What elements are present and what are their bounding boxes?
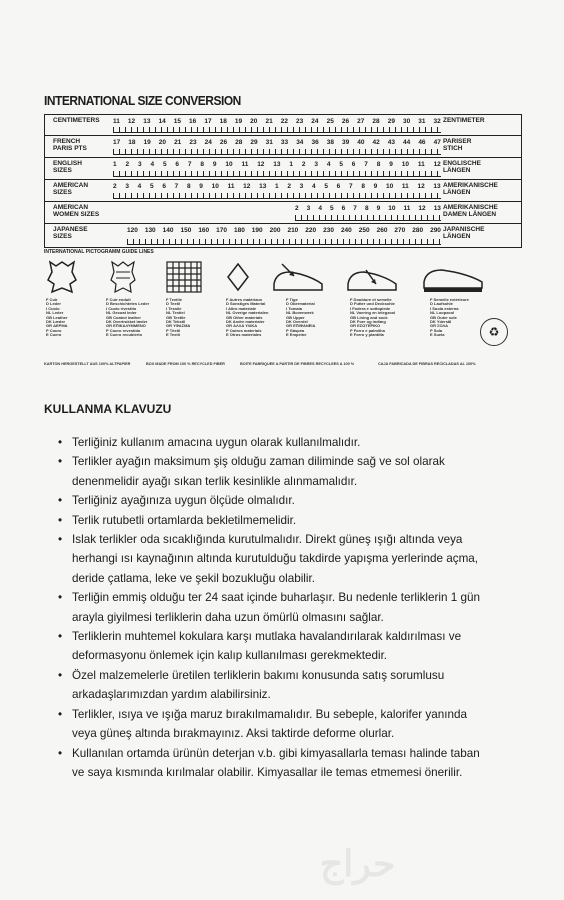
size-conversion-title: INTERNATIONAL SIZE CONVERSION <box>44 93 241 108</box>
shoe-upper-icon <box>270 258 326 296</box>
size-value: 7 <box>353 205 357 212</box>
size-row <box>45 158 521 180</box>
size-value: 28 <box>235 139 243 146</box>
size-value: 43 <box>387 139 396 146</box>
size-value: 290 <box>430 227 441 234</box>
size-value: 4 <box>150 161 155 168</box>
size-row <box>45 202 521 224</box>
size-value: 140 <box>162 227 174 234</box>
size-value: 2 <box>113 183 117 190</box>
size-value: 6 <box>341 205 346 212</box>
size-value: 2 <box>287 183 291 190</box>
row-label: AMERICAN WOMEN SIZES <box>53 204 100 218</box>
size-value: 1 <box>275 183 279 190</box>
size-value: 36 <box>311 139 319 146</box>
legend-upper: F Cuir D Leder I Cuoio NL Leder GB Leather DK Læder GR ΔΕΡΜΑ P Couro E Cuero <box>46 297 68 338</box>
row-values <box>295 205 441 212</box>
list-item: • Terliğin emmiş olduğu ter 24 saat içinde buharlaşır. Bu nedenle terliklerin 1 gün arayla giyilmesi terliklerin daha uzun ömürlü olmasını sağlar. <box>58 591 480 624</box>
size-value: 46 <box>418 139 426 146</box>
row-label-de: ZENTIMETER <box>443 117 485 124</box>
list-item: • Terlikler, ısıya ve ışığa maruz bırakılmamalıdır. Bu sebeple, kalorifer yanında veya güneş altında bırakmayınız. Aksi taktirde deforme olurlar. <box>58 707 467 741</box>
list-item: • Özel malzemelerle üretilen terliklerin bakımı konusunda satış sorumlusu arkadaşlarımızdan yardım alabilirsiniz. <box>58 668 445 702</box>
size-value: 20 <box>250 118 258 125</box>
size-value: 9 <box>212 161 217 168</box>
size-value: 240 <box>340 227 352 234</box>
size-value: 4 <box>137 183 142 190</box>
size-value: 12 <box>243 183 251 190</box>
row-label-de: JAPANISCHE LÄNGEN <box>443 226 485 240</box>
tick-scale <box>295 215 441 221</box>
legend-other: F Autres matériaux D Sonstiges Material I Altro materiale NL Overige materialen GB Other materials DK Andre materialer GR ΑΛΛΑ ΥΛΙΚΑ P Outros materiais E Otros materiales <box>226 297 269 338</box>
size-value: 19 <box>234 118 243 125</box>
size-value: 30 <box>402 118 411 125</box>
size-value: 5 <box>162 161 167 168</box>
size-value: 130 <box>144 227 156 234</box>
usage-guide-heading: KULLANMA KLAVUZU <box>44 402 172 416</box>
fine-print: BOX MADE FROM 100 % RECYCLED FIBER <box>146 362 225 366</box>
size-value: 6 <box>162 183 166 190</box>
row-label: ENGLISH SIZES <box>53 160 82 174</box>
size-value: 12 <box>418 205 426 212</box>
row-label: AMERICAN SIZES <box>53 182 89 196</box>
row-label-de: AMERIKANISCHE LÄNGEN <box>443 182 498 196</box>
size-value: 3 <box>306 205 311 212</box>
row-label: CENTIMETERS <box>53 117 100 124</box>
size-value: 20 <box>158 139 167 146</box>
size-value: 6 <box>336 183 341 190</box>
list-item: • Terliğiniz ayağınıza uygun ölçüde olmalıdır. <box>58 494 295 508</box>
size-value: 26 <box>341 118 350 125</box>
size-value: 21 <box>265 118 273 125</box>
size-value: 7 <box>364 161 368 168</box>
shoe-lining-icon <box>344 258 400 296</box>
size-value: 4 <box>312 183 316 190</box>
size-value: 29 <box>250 139 258 146</box>
size-value: 12 <box>257 161 265 168</box>
size-value: 11 <box>227 183 235 190</box>
tick-scale <box>127 239 441 245</box>
tick-scale <box>113 127 441 133</box>
row-label-de: ENGLISCHE LÄNGEN <box>443 160 481 174</box>
legend-upper-part: F Tige D Obermaterial I Tomaia NL Bovenwerk GB Upper DK Overdel GR ΕΠΙΦΑΝΕΙΑ P Gáspea E Empeine <box>286 297 316 338</box>
size-value: 7 <box>187 161 192 168</box>
size-value: 260 <box>376 227 388 234</box>
size-value: 2 <box>295 205 299 212</box>
size-value: 13 <box>433 205 441 212</box>
size-value: 19 <box>143 139 151 146</box>
recycle-icon: ♻ <box>480 318 508 346</box>
size-value: 10 <box>385 183 394 190</box>
size-value: 4 <box>318 205 322 212</box>
fine-print: CAJA FABRICADA DE FIBRAS RECICLADAS AL 100% <box>378 362 476 366</box>
size-value: 9 <box>389 161 393 168</box>
size-value: 14 <box>158 118 166 125</box>
size-value: 9 <box>199 183 203 190</box>
size-value: 10 <box>388 205 396 212</box>
size-value: 12 <box>433 161 441 168</box>
size-value: 160 <box>198 227 210 234</box>
row-label-de: PARISER STICH <box>443 138 472 152</box>
size-value: 220 <box>305 227 317 234</box>
size-value: 31 <box>418 118 426 125</box>
size-value: 32 <box>433 118 441 125</box>
size-value: 40 <box>357 139 365 146</box>
size-value: 21 <box>174 139 182 146</box>
size-value: 11 <box>401 183 409 190</box>
size-value: 24 <box>311 118 319 125</box>
size-value: 11 <box>403 205 411 212</box>
row-label: JAPANESE SIZES <box>53 226 88 240</box>
size-value: 6 <box>351 161 356 168</box>
size-value: 280 <box>412 227 424 234</box>
size-value: 3 <box>299 183 304 190</box>
size-value: 11 <box>241 161 249 168</box>
fine-print: BOITE FABRIQUEE A PARTIR DE FIBRES RECYCLEES A 100 % <box>240 362 355 366</box>
size-value: 5 <box>324 183 328 190</box>
size-value: 150 <box>180 227 192 234</box>
row-label: FRENCH PARIS PTS <box>53 138 87 152</box>
size-value: 2 <box>125 161 130 168</box>
tick-scale <box>113 171 441 177</box>
row-values <box>127 227 441 234</box>
size-value: 42 <box>372 139 380 146</box>
size-value: 12 <box>127 118 136 125</box>
size-value: 34 <box>296 139 304 146</box>
size-row <box>45 136 521 158</box>
size-value: 120 <box>127 227 138 234</box>
size-value: 28 <box>372 118 380 125</box>
size-row <box>45 180 521 202</box>
usage-guide-list <box>58 433 488 782</box>
size-value: 23 <box>189 139 197 146</box>
size-value: 2 <box>301 161 306 168</box>
legend-outsole: F Semelle extérieure D Laufsohle I Suola esterna NL Loopzool GB Outer sole DK Ydersål GR ΣΟΛΑ P Sola E Suela <box>430 297 469 338</box>
size-value: 23 <box>296 118 304 125</box>
legend-coated: F Cuir enduit D Beschichtetes Leder I Cuoio rivestito NL Gecoat leder GB Coated leather DK Overtrukket læder GR ΕΠΙΚΑΛΥΜΜΕΝΟ P Couro revestido E Cuero recubierto <box>106 297 150 338</box>
size-value: 18 <box>128 139 136 146</box>
size-value: 180 <box>233 227 245 234</box>
size-value: 44 <box>403 139 411 146</box>
size-value: 6 <box>175 161 180 168</box>
size-value: 8 <box>364 205 369 212</box>
size-value: 200 <box>269 227 281 234</box>
size-value: 11 <box>113 118 120 125</box>
size-value: 33 <box>280 139 289 146</box>
size-value: 26 <box>219 139 228 146</box>
size-value: 11 <box>417 161 425 168</box>
size-row <box>45 115 521 136</box>
size-value: 8 <box>361 183 365 190</box>
pictogram-title: INTERNATIONAL PICTOGRAMM GUIDE LINES <box>44 249 154 255</box>
shoe-outsole-icon <box>420 258 486 296</box>
size-value: 9 <box>373 183 378 190</box>
size-value: 210 <box>287 227 299 234</box>
size-value: 29 <box>387 118 395 125</box>
leather-hide-icon <box>44 258 80 296</box>
size-conversion-table <box>44 114 522 248</box>
size-value: 17 <box>113 139 121 146</box>
row-label-de: AMERIKANISCHE DAMEN LÄNGEN <box>443 204 498 218</box>
size-value: 15 <box>173 118 181 125</box>
tick-scale <box>113 193 441 199</box>
size-value: 24 <box>204 139 212 146</box>
size-value: 38 <box>326 139 334 146</box>
size-value: 10 <box>225 161 233 168</box>
size-value: 1 <box>289 161 293 168</box>
list-item: • Terlik rutubetli ortamlarda bekletilmemelidir. <box>58 513 297 527</box>
size-value: 3 <box>314 161 318 168</box>
list-item: • Terliğiniz kullanım amacına uygun olarak kullanılmalıdır. <box>58 436 361 449</box>
size-value: 3 <box>137 161 142 168</box>
row-values <box>113 139 441 146</box>
size-value: 1 <box>113 161 117 168</box>
size-value: 31 <box>265 139 273 146</box>
size-value: 10 <box>211 183 219 190</box>
size-value: 8 <box>200 161 205 168</box>
size-value: 8 <box>376 161 381 168</box>
size-value: 12 <box>417 183 425 190</box>
size-value: 9 <box>376 205 381 212</box>
size-value: 4 <box>326 161 331 168</box>
row-values <box>113 183 441 190</box>
size-value: 13 <box>143 118 151 125</box>
size-value: 5 <box>339 161 343 168</box>
list-item: • Terliklerin muhtemel kokulara karşı mutlaka havalandırılarak kaldırılması ve deformasyonu önlemek için kalıp kullanılması gerekmektedir. <box>58 630 462 663</box>
size-value: 13 <box>433 183 441 190</box>
size-value: 47 <box>433 139 441 146</box>
size-value: 230 <box>323 227 334 234</box>
coated-leather-icon <box>108 258 138 296</box>
legend-lining: F Doublure et semelle D Futter und Decksohle I Fodera e sottopiede NL Voering en inlegzool GB Lining and sock DK Foer og indlæg GR ΕΣΩΤΕΡΙΚΟ P Forro e palmilha E Forro y plantilla <box>350 297 396 338</box>
size-value: 5 <box>149 183 154 190</box>
size-value: 10 <box>401 161 409 168</box>
size-value: 3 <box>125 183 129 190</box>
row-values <box>113 161 441 168</box>
list-item: • Terlikler ayağın maksimum şiş olduğu zaman diliminde sağ ve sol olarak denenmelidir ayağı sıkan terlik kesinlikle alınmamalıdır. <box>58 455 445 488</box>
size-value: 7 <box>174 183 179 190</box>
tick-scale <box>113 149 441 155</box>
legend-textile: F Textile D Textil I Tessile NL Textiel GB Textile DK Tekstil GR ΥΦΑΣΜΑ P Têxtil E Textil <box>166 297 191 338</box>
size-row <box>45 224 521 247</box>
size-value: 190 <box>251 227 263 234</box>
size-value: 22 <box>280 118 288 125</box>
size-value: 170 <box>216 227 227 234</box>
size-value: 25 <box>326 118 334 125</box>
size-value: 39 <box>341 139 350 146</box>
size-value: 250 <box>358 227 370 234</box>
size-value: 5 <box>329 205 334 212</box>
row-values <box>113 118 441 125</box>
size-value: 7 <box>348 183 353 190</box>
fine-print: KARTON HERGESTELLT AUS 100% ALTPAPIER <box>44 362 131 366</box>
size-value: 16 <box>189 118 197 125</box>
size-value: 13 <box>273 161 281 168</box>
list-item: • Kullanılan ortamda ürünün deterjan v.b. gibi kimyasallarla teması halinde taban ve saya kısmında kırılmalar olabilir. Kimyasallar ile temas etmemesi önerilir. <box>58 746 480 779</box>
size-value: 8 <box>186 183 191 190</box>
size-value: 270 <box>394 227 406 234</box>
list-item: • Islak terlikler oda sıcaklığında kurutulmalıdır. Direkt güneş ışığı altında veya herhangi ısı kaynağının altında kurutulduğu takdirde yapışma yerlerinde açma, deride çatlama, leke ve şekil bozukluğu olabilir. <box>58 533 479 585</box>
watermark-logo: حراج <box>320 843 396 884</box>
size-value: 18 <box>219 118 227 125</box>
textile-icon <box>164 258 204 296</box>
other-material-diamond-icon <box>226 258 250 296</box>
size-value: 17 <box>204 118 212 125</box>
size-value: 13 <box>259 183 267 190</box>
size-value: 27 <box>357 118 365 125</box>
